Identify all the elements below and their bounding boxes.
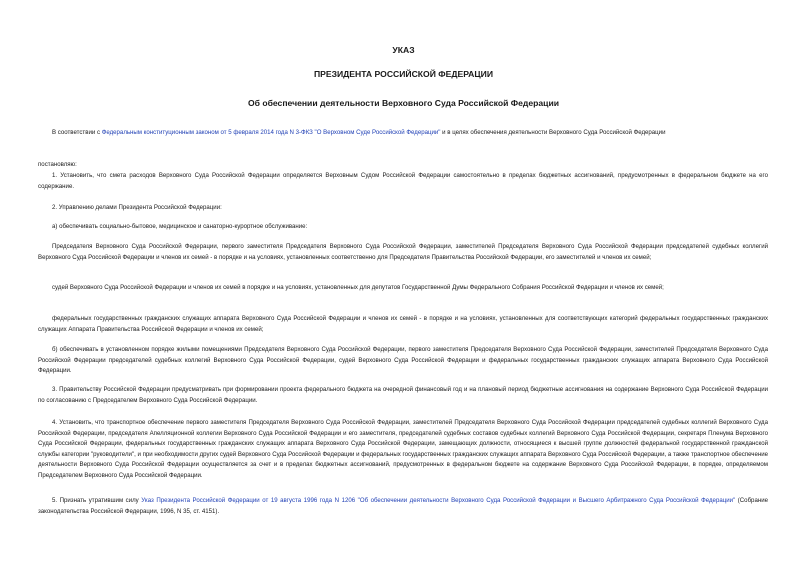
federal-law-link[interactable]: Федеральным конституционным законом от 5 февраля 2014 года N 3-ФКЗ "О Верховном Суде Российской Федерации" <box>101 129 441 136</box>
paragraph-2b: б) обеспечивать в установленном порядке жилыми помещениями Председателя Верховного Суда Российской Федерации, первого заместителя Председателя Верховного Суда Российской Федерации, заместителей Председателя Верховного Суда Российской Федерации председателей судебных коллегий Верховного Суда Российской Федерации, судей Верховного Суда Российской Федерации и федеральных государственных гражданских служащих аппарата Верховного Суда Российской Федерации. <box>38 346 768 374</box>
decree-1206-link[interactable]: Указ Президента Российской Федерации от 19 августа 1996 года N 1206 "Об обеспечении деятельности Верховного Суда Российской Федерации и Высшего Арбитражного Суда Российской Федерации" <box>141 497 736 504</box>
paragraph-3: 3. Правительству Российской Федерации предусматривать при формировании проекта федерального бюджета на очередной финансовый год и на плановый период бюджетные ассигнования на содержание Верховного Суда Российской Федерации по согласованию с Председателем Верховного Суда Российской Федерации. <box>38 386 768 404</box>
preamble-text-after: и в целях обеспечения деятельности Верховного Суда Российской Федерации <box>440 129 666 136</box>
paragraph-2a-item-2: судей Верховного Суда Российской Федерации и членов их семей в порядке и на условиях, установленных для депутатов Государственной Думы Федерального Собрания Российской Федерации и членов их семей; <box>52 284 664 291</box>
paragraph-5-text-before: 5. Признать утратившим силу <box>52 497 142 504</box>
document-subject: Об обеспечении деятельности Верховного Суда Российской Федерации <box>247 98 560 108</box>
paragraph-2: 2. Управлению делами Президента Российской Федерации: <box>52 204 222 211</box>
paragraph-5-text-after: (Собрание законодательства Российской Федерации, 1996, N 35, ст. 4151). <box>38 497 768 515</box>
paragraph-2a: а) обеспечивать социально-бытовое, медицинское и санаторно-курортное обслуживание: <box>52 223 308 230</box>
paragraph-1: 1. Установить, что смета расходов Верховного Суда Российской Федерации определяется Верховным Судом Российской Федерации самостоятельно в пределах бюджетных ассигнований, предусмотренных в федеральном бюджете на его содержание. <box>38 172 768 190</box>
paragraph-4: 4. Установить, что транспортное обеспечение первого заместителя Председателя Верховного Суда Российской Федерации, заместителей Председателя Верховного Суда Российской Федерации председателей судебных коллегий Верховного Суда Российской Федерации, председателя Апелляционной коллегии Верховного Суда Российской Федерации и его заместителя, председателей судебных составов судебных коллегий Верховного Суда Российской Федерации, секретаря Пленума Верховного Суда Российской Федерации, федеральных государственных гражданских служащих аппарата Верховного Суда Российской Федерации, замещающих должности, относящиеся к высшей группе должностей федеральной государственной гражданской службы категории "руководители", и при необходимости других судей Верховного Суда Российской Федерации и федеральных государственных гражданских служащих аппарата Верховного Суда Российской Федерации, а также транспортное обеспечение деятельности Верховного Суда Российской Федерации осуществляется за счет и в пределах бюджетных ассигнований, предусмотренных в федеральном бюджете на содержание Верховного Суда Российской Федерации, в порядке, определяемом Председателем Верховного Суда Российской Федерации. <box>38 419 768 479</box>
preamble-paragraph <box>38 128 768 139</box>
preamble-text-before: В соответствии с <box>52 129 102 136</box>
paragraph-5 <box>38 496 768 517</box>
document-title: УКАЗ <box>392 45 415 55</box>
paragraph-2a-item-1: Председателя Верховного Суда Российской Федерации, первого заместителя Председателя Верховного Суда Российской Федерации, заместителей Председателя Верховного Суда Российской Федерации председателей судебных коллегий Верховного Суда Российской Федерации и членов их семей - в порядке и на условиях, установленных соответственно для Председателя Правительства Российской Федерации, его заместителей и членов их семей; <box>38 243 768 261</box>
paragraph-2a-item-3: федеральных государственных гражданских служащих аппарата Верховного Суда Российской Федерации и членов их семей - в порядке и на условиях, установленных для соответствующих категорий федеральных государственных гражданских служащих Аппарата Правительства Российской Федерации и членов их семей; <box>38 315 768 333</box>
document-issuer: ПРЕЗИДЕНТА РОССИЙСКОЙ ФЕДЕРАЦИИ <box>313 69 494 79</box>
resolves-line: постановляю: <box>38 161 77 168</box>
